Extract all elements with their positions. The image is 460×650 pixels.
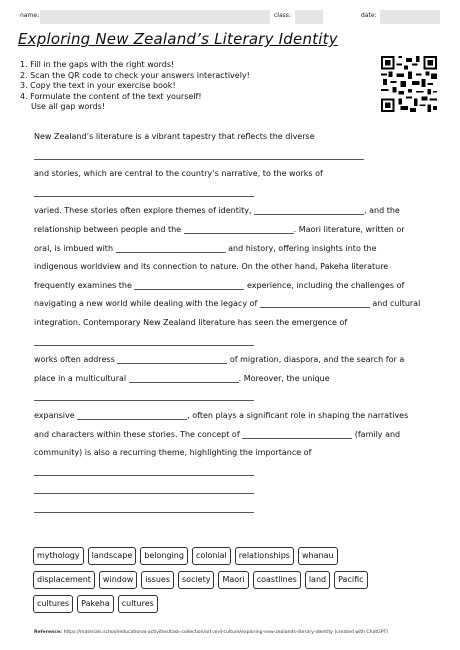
gap-blank[interactable]	[144, 158, 254, 160]
word-chip[interactable]: Pacific	[334, 571, 367, 589]
text-segment: integration. Contemporary New Zealand literature has seen the emergence of	[34, 317, 348, 327]
text-line	[34, 444, 426, 463]
text-segment: indigenous worldview and its connection to nature. On the other hand, Pakeha literature	[34, 262, 389, 272]
text-line	[34, 165, 426, 184]
gap-blank[interactable]	[144, 492, 254, 494]
text-segment: . Maori literature, written or	[293, 224, 405, 234]
word-bank	[33, 547, 433, 619]
class-label: class:	[274, 12, 291, 19]
text-line	[34, 184, 426, 203]
text-segment: community) is also a recurring theme, highlighting the importance of	[34, 448, 312, 458]
text-segment: of migration, diaspora, and the search for a	[227, 355, 405, 365]
text-segment: relationship between people and the	[34, 224, 184, 234]
text-line	[34, 426, 426, 445]
gap-blank[interactable]	[260, 306, 370, 308]
name-field[interactable]	[40, 10, 270, 24]
word-chip[interactable]: Pakeha	[77, 595, 114, 613]
text-line	[34, 147, 426, 166]
word-chip[interactable]: landscape	[88, 547, 137, 565]
gap-blank[interactable]	[254, 213, 364, 215]
text-line	[34, 277, 426, 296]
text-line	[34, 314, 426, 333]
gap-text	[34, 128, 426, 518]
word-chip[interactable]: Maori	[218, 571, 248, 589]
word-chip[interactable]: cultures	[33, 595, 73, 613]
text-segment: oral, is imbued with	[34, 243, 116, 253]
text-line	[34, 407, 426, 426]
word-chip[interactable]: belonging	[140, 547, 188, 565]
instruction-item: 3. Copy the text in your exercise book!	[20, 81, 176, 90]
word-chip[interactable]: whanau	[298, 547, 338, 565]
text-line	[34, 463, 426, 482]
text-line	[34, 388, 426, 407]
text-segment: , and the	[364, 206, 400, 216]
text-line	[34, 128, 426, 147]
text-segment: navigating a new world while dealing with the legacy of	[34, 299, 260, 309]
text-line	[34, 333, 426, 352]
text-segment: frequently examines the	[34, 280, 135, 290]
text-line	[34, 370, 426, 389]
text-line	[34, 295, 426, 314]
gap-blank[interactable]	[144, 344, 254, 346]
word-chip[interactable]: coastlines	[253, 571, 301, 589]
text-segment: , often plays a significant role in shaping the narratives	[187, 410, 409, 420]
text-segment: and characters within these stories. The concept of	[34, 429, 243, 439]
text-segment: and cultural	[369, 299, 421, 309]
text-segment: place in a multicultural	[34, 373, 129, 383]
word-chip[interactable]: relationships	[235, 547, 294, 565]
gap-blank[interactable]	[34, 492, 144, 494]
gap-blank[interactable]	[184, 232, 294, 234]
word-bank-row	[33, 547, 433, 565]
gap-blank[interactable]	[129, 381, 239, 383]
word-chip[interactable]: displacement	[33, 571, 95, 589]
reference-label: Reference:	[34, 630, 63, 635]
text-segment: (family and	[352, 429, 401, 439]
gap-blank[interactable]	[144, 474, 254, 476]
gap-blank[interactable]	[144, 399, 254, 401]
text-line	[34, 240, 426, 259]
text-segment: and history, offering insights into the	[225, 243, 377, 253]
word-chip[interactable]: colonial	[192, 547, 231, 565]
text-line	[34, 221, 426, 240]
gap-blank[interactable]	[144, 511, 254, 513]
word-chip[interactable]: mythology	[33, 547, 84, 565]
gap-blank[interactable]	[134, 288, 244, 290]
word-chip[interactable]: cultures	[118, 595, 158, 613]
gap-blank[interactable]	[254, 158, 364, 160]
text-line	[34, 351, 426, 370]
date-field[interactable]	[380, 10, 440, 24]
text-segment: varied. These stories often explore themes of identity,	[34, 206, 255, 216]
instruction-item: 1. Fill in the gaps with the right words!	[20, 60, 175, 69]
gap-blank[interactable]	[34, 158, 144, 160]
gap-blank[interactable]	[34, 344, 144, 346]
name-label: name:	[20, 12, 40, 19]
word-bank-row	[33, 571, 433, 589]
word-chip[interactable]: window	[99, 571, 137, 589]
gap-blank[interactable]	[77, 418, 187, 420]
reference	[34, 630, 388, 635]
text-segment: works often address	[34, 355, 118, 365]
text-segment: expansive	[34, 410, 78, 420]
text-segment: New Zealand’s literature is a vibrant tapestry that reflects the diverse	[34, 132, 315, 141]
word-chip[interactable]: land	[305, 571, 330, 589]
text-segment: and stories, which are central to the country’s narrative, to the works of	[34, 169, 323, 179]
text-line	[34, 258, 426, 277]
gap-blank[interactable]	[242, 437, 352, 439]
qr-code[interactable]	[381, 56, 437, 112]
word-chip[interactable]: issues	[141, 571, 174, 589]
text-line	[34, 481, 426, 500]
class-field[interactable]	[295, 10, 323, 24]
text-segment: . Moreover, the unique	[238, 373, 330, 383]
gap-blank[interactable]	[117, 362, 227, 364]
gap-blank[interactable]	[34, 511, 144, 513]
gap-blank[interactable]	[116, 251, 226, 253]
instruction-item: 2. Scan the QR code to check your answers interactively!	[20, 70, 250, 80]
gap-blank[interactable]	[34, 474, 144, 476]
reference-link[interactable]: https://materials.school/educational-activities/task-collection/art-and-culture/exploring-new-zealands-literary-identity (created with ChatGPT)	[62, 630, 389, 635]
date-label: date:	[361, 12, 377, 19]
gap-blank[interactable]	[34, 399, 144, 401]
text-segment: experience, including the challenges of	[244, 280, 405, 290]
instruction-item: Use all gap words!	[31, 102, 106, 111]
word-bank-row	[33, 595, 433, 613]
gap-blank[interactable]	[34, 195, 144, 197]
text-line	[34, 500, 426, 519]
gap-blank[interactable]	[144, 195, 254, 197]
text-line	[34, 202, 426, 221]
instruction-item: 4. Formulate the content of the text yourself!	[20, 91, 202, 101]
instructions	[20, 60, 360, 113]
word-chip[interactable]: society	[178, 571, 214, 589]
worksheet-title: Exploring New Zealand’s Literary Identity	[18, 30, 338, 48]
